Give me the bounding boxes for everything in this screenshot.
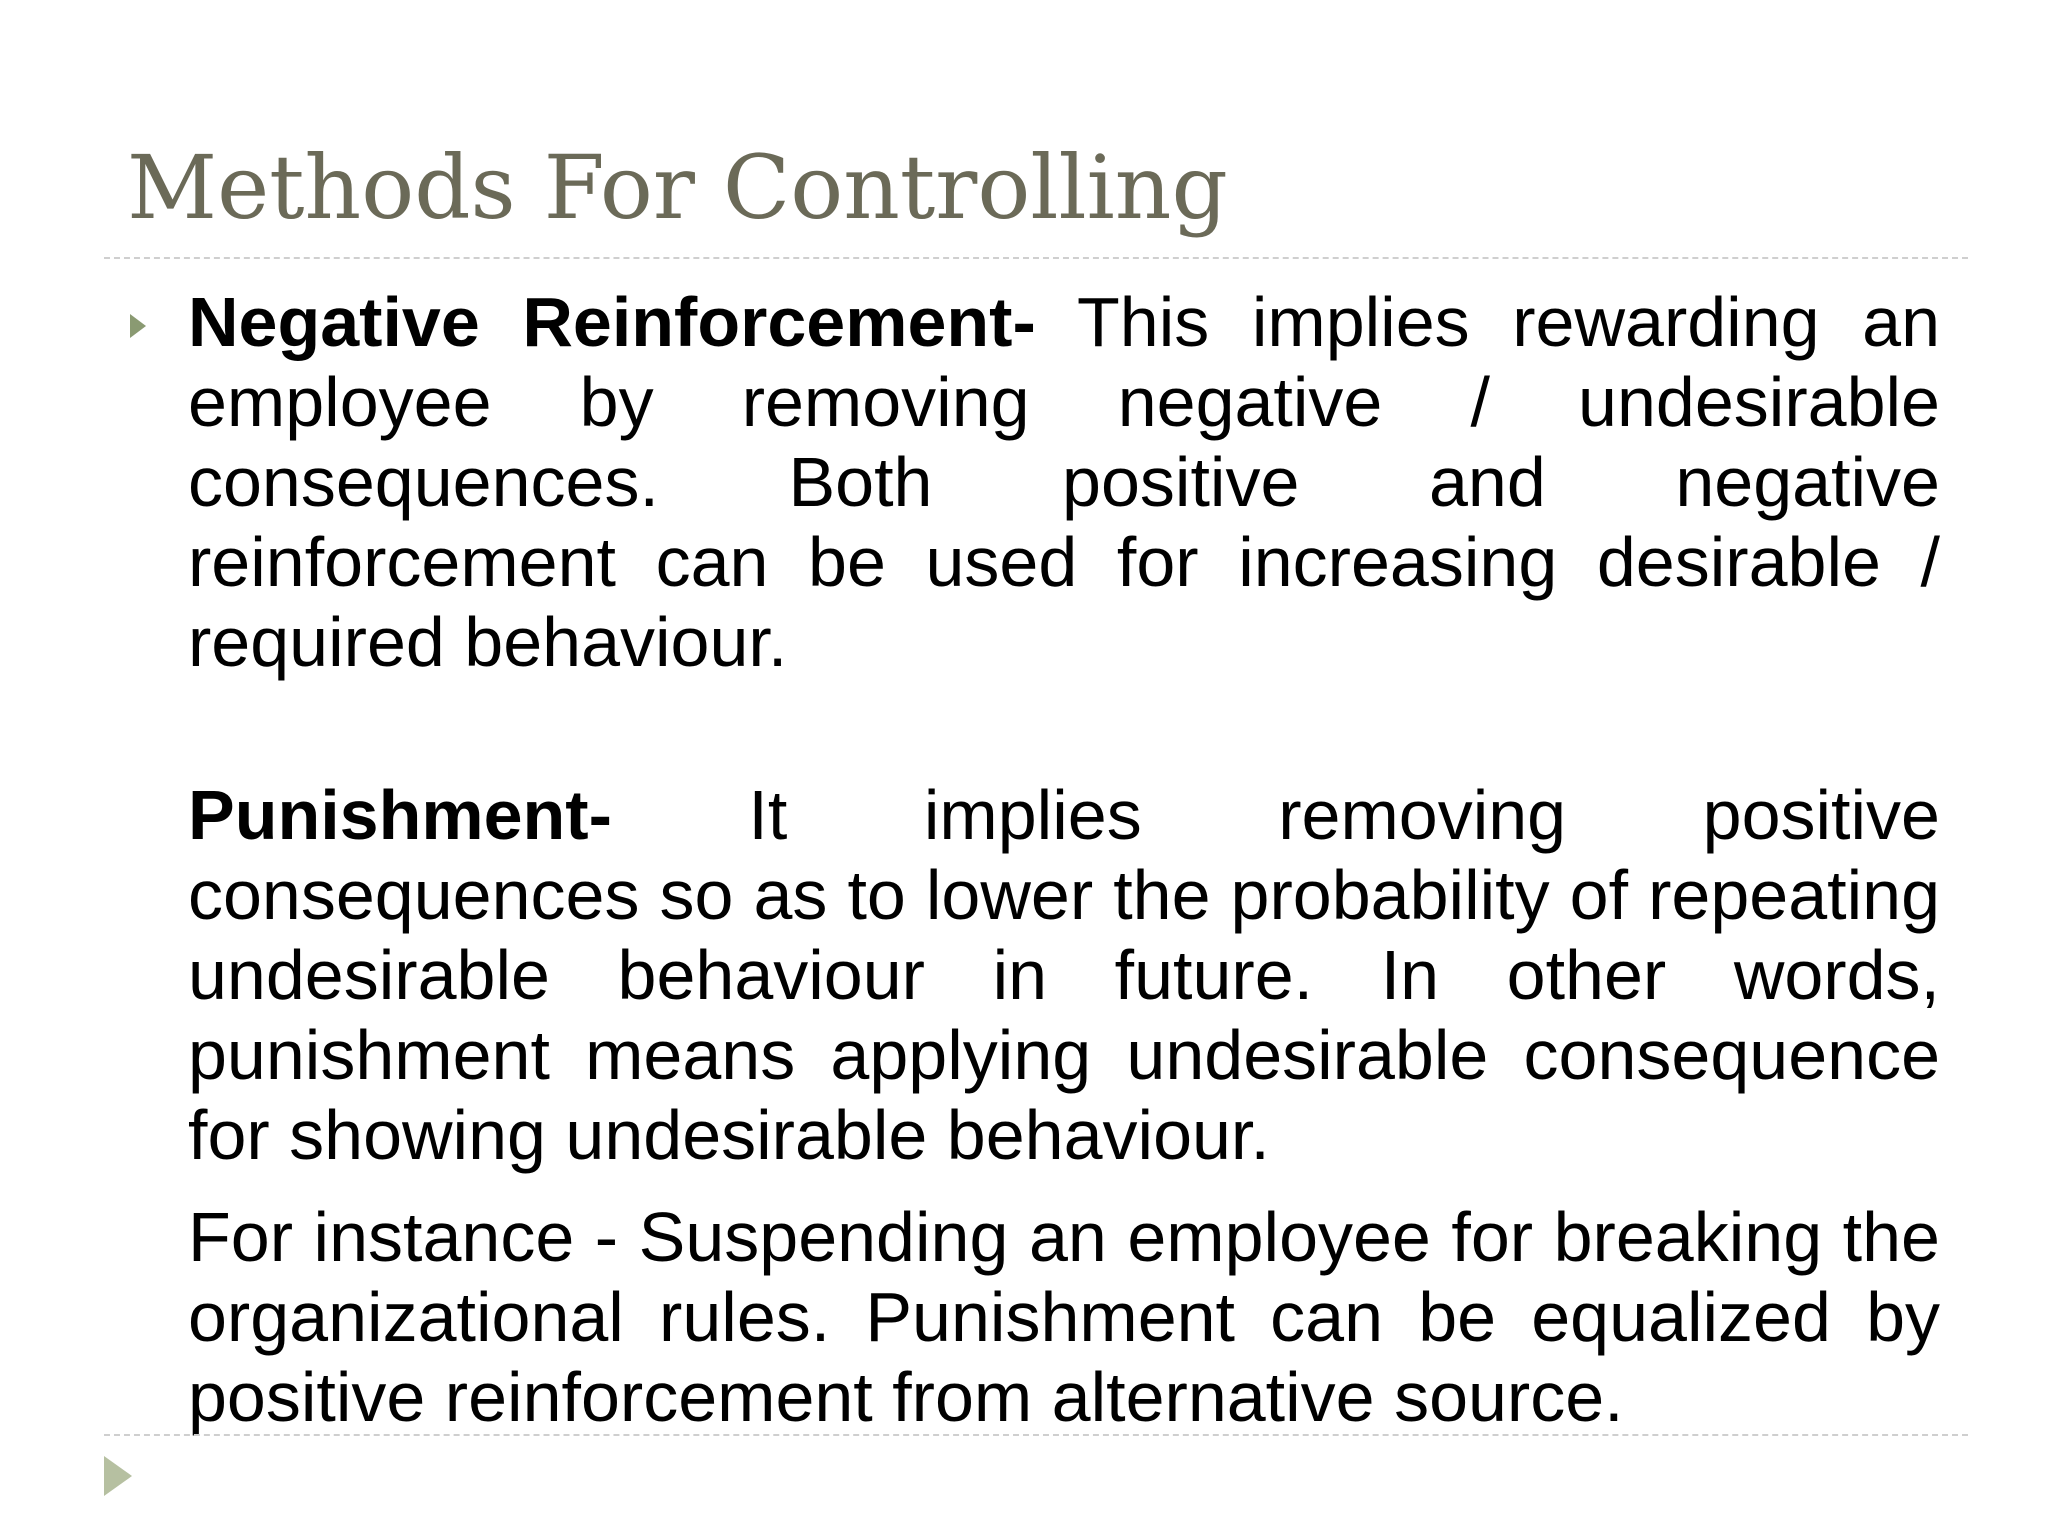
- footer-divider: [104, 1434, 1968, 1436]
- triangle-right-icon: [130, 314, 146, 338]
- paragraph-body: It implies removing positive consequences so as to lower the probability of repeating undesirable behaviour in future. In other words, punishment means applying undesirable consequence for showing undesirable behaviour.: [188, 776, 1940, 1174]
- paragraph-body: This implies rewarding an employee by removing negative / undesirable consequences. Both positive and negative reinforcement can be used for increasing desirable / required behaviour.: [188, 283, 1941, 681]
- triangle-right-icon: [104, 1456, 132, 1496]
- slide-content: [188, 282, 1940, 1437]
- slide-title: Methods For Controlling: [127, 136, 1228, 239]
- paragraph-lead: Negative Reinforcement-: [188, 283, 1036, 361]
- paragraph-lead: Punishment-: [188, 776, 612, 854]
- paragraph-punishment: [188, 775, 1940, 1175]
- paragraph-example: [188, 1197, 1940, 1437]
- paragraph-body: For instance - Suspending an employee for breaking the organizational rules. Punishment can be equalized by positive reinforcement from alternative source.: [188, 1198, 1940, 1436]
- paragraph-negative-reinforcement: [188, 282, 1940, 682]
- title-divider: [104, 257, 1968, 259]
